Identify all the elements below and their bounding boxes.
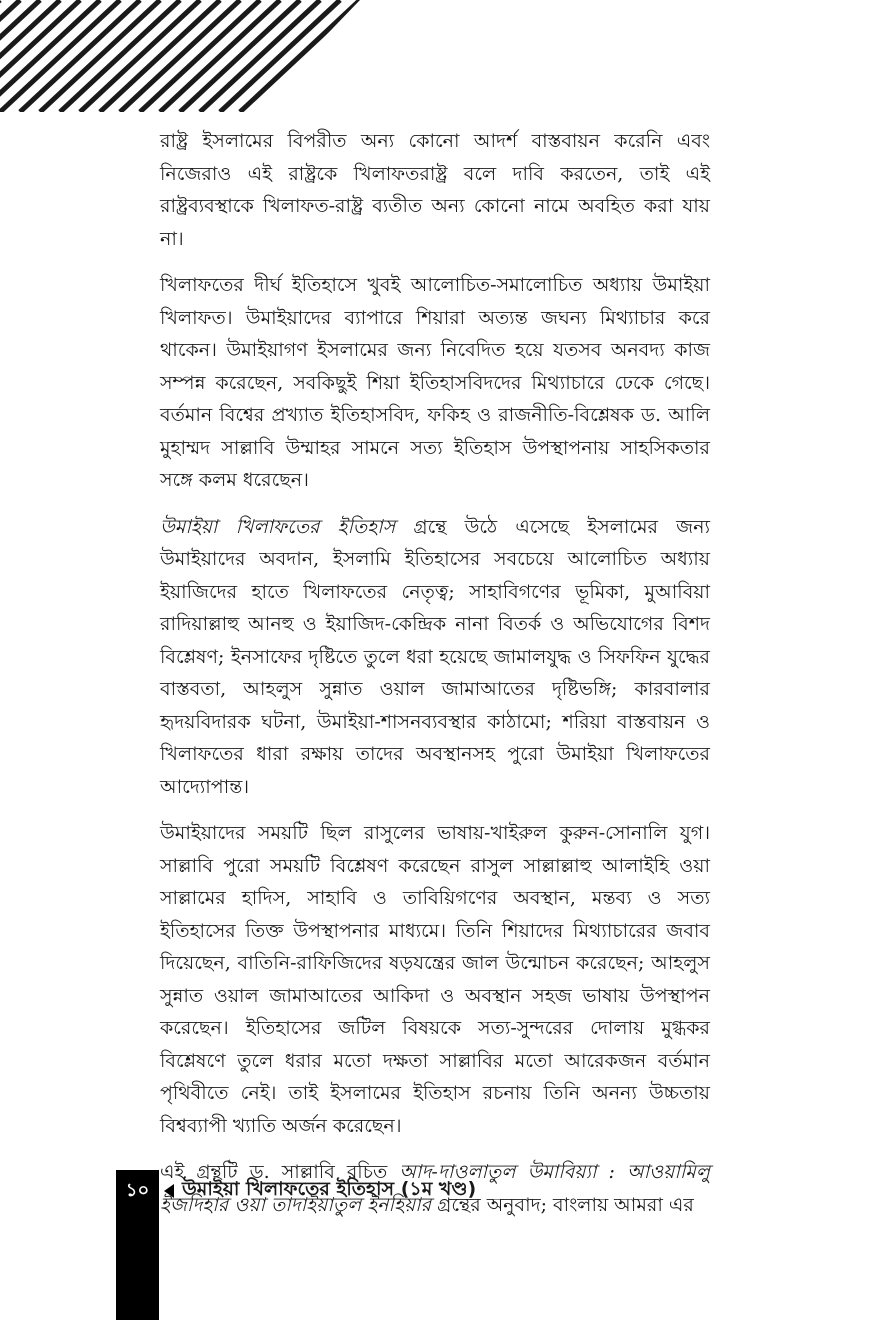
text-run: গ্রন্থে উঠে এসেছে ইসলামের জন্য উমাইয়াদের অবদান, ইসলামি ইতিহাসের সবচেয়ে আলোচিত অধ্যায় ইয়াজিদের হাতে খিলাফতের নেতৃত্ব; সাহাবিগণের ভূমিকা, মুআবিয়া রাদিয়াল্লাহু আনহু ও ইয়াজিদ-কেন্দ্রিক নানা বিতর্ক ও অভিযোগের বিশদ বিশ্লেষণ; ইনসাফের দৃষ্টিতে তুলে ধরা হয়েছে জামালযুদ্ধ ও সিফফিন যুদ্ধের বাস্তবতা, আহলুস সুন্নাত ওয়াল জামাআতের দৃষ্টিভঙ্গি; কারবালার হৃদয়বিদারক ঘটনা, উমাইয়া-শাসনব্যবস্থার কাঠামো; শরিয়া বাস্তবায়ন ও খিলাফতের ধারা রক্ষায় তাদের অবস্থানসহ পুরো উমাইয়া খিলাফতের আদ্যোপান্ত। <box>160 515 711 798</box>
text-run: গ্রন্থের অনুবাদ; বাংলায় আমরা এর <box>431 1193 694 1216</box>
text-run: উমাইয়াদের সময়টি ছিল রাসুলের ভাষায়-খাইরুল কুরুন-সোনালি যুগ। সাল্লাবি পুরো সময়টি বিশ্লেষণ করেছেন রাসুল সাল্লাল্লাহু আলাইহি ওয়া সাল্লামের হাদিস, সাহাবি ও তাবিয়িগণের অবস্থান, মন্তব্য ও সত্য ইতিহাসের তিক্ত উপস্থাপনার মাধ্যমে। তিনি শিয়াদের মিথ্যাচারের জবাব দিয়েছেন, বাতিনি-রাফিজিদের ষড়যন্ত্রের জাল উন্মোচন করেছেন; আহলুস সুন্নাত ওয়াল জামাআতের আকিদা ও অবস্থান সহজ ভাষায় উপস্থাপন করেছেন। ইতিহাসের জটিল বিষয়কে সত্য-সুন্দরের দোলায় মুগ্ধকর বিশ্লেষণে তুলে ধরার মতো দক্ষতা সাল্লাবির মতো আরেকজন বর্তমান পৃথিবীতে নেই। তাই ইসলামের ইতিহাস রচনায় তিনি অনন্য উচ্চতায় বিশ্বব্যাপী খ্যাতি অর্জন করেছেন। <box>160 822 710 1137</box>
running-header <box>164 1176 476 1206</box>
paragraph <box>160 125 710 255</box>
running-title: উমাইয়া খিলাফতের ইতিহাস (১ম খণ্ড) <box>182 1178 477 1200</box>
italic-title: আদ-দাওলাতুল উমাবিয়্যা : আওয়ামিলু ইজদিহার ওয়া তাদাইয়াতুল ইনহিয়ার <box>160 1161 710 1216</box>
corner-stripes-decoration <box>0 0 360 112</box>
italic-title: উমাইয়া খিলাফতের ইতিহাস <box>160 515 396 538</box>
paragraph <box>160 269 710 497</box>
text-run: এই গ্রন্থটি ড. সাল্লাবি রচিত <box>160 1161 400 1183</box>
paragraph <box>160 817 710 1142</box>
body-text <box>160 125 710 1235</box>
text-run: রাষ্ট্র ইসলামের বিপরীত অন্য কোনো আদর্শ বাস্তবায়ন করেনি এবং নিজেরাও এই রাষ্ট্রকে খিলাফতরাষ্ট্র বলে দাবি করতেন, তাই এই রাষ্ট্রব্যবস্থাকে খিলাফত-রাষ্ট্র ব্যতীত অন্য কোনো নামে অবহিত করা যায় না। <box>160 130 710 250</box>
page-number: ১০ <box>125 1180 150 1201</box>
left-triangle-icon <box>164 1184 174 1198</box>
paragraph <box>160 511 710 804</box>
text-run: খিলাফতের দীর্ঘ ইতিহাসে খুবই আলোচিত-সমালোচিত অধ্যায় উমাইয়া খিলাফত। উমাইয়াদের ব্যাপারে শিয়ারা অত্যন্ত জঘন্য মিথ্যাচার করে থাকেন। উমাইয়াগণ ইসলামের জন্য নিবেদিত হয়ে যতসব অনবদ্য কাজ সম্পন্ন করেছেন, সবকিছুই শিয়া ইতিহাসবিদদের মিথ্যাচারে ঢেকে গেছে। বর্তমান বিশ্বের প্রখ্যাত ইতিহাসবিদ, ফকিহ ও রাজনীতি-বিশ্লেষক ড. আলি মুহাম্মদ সাল্লাবি উম্মাহর সামনে সত্য ইতিহাস উপস্থাপনায় সাহসিকতার সঙ্গে কলম ধরেছেন। <box>160 274 710 491</box>
